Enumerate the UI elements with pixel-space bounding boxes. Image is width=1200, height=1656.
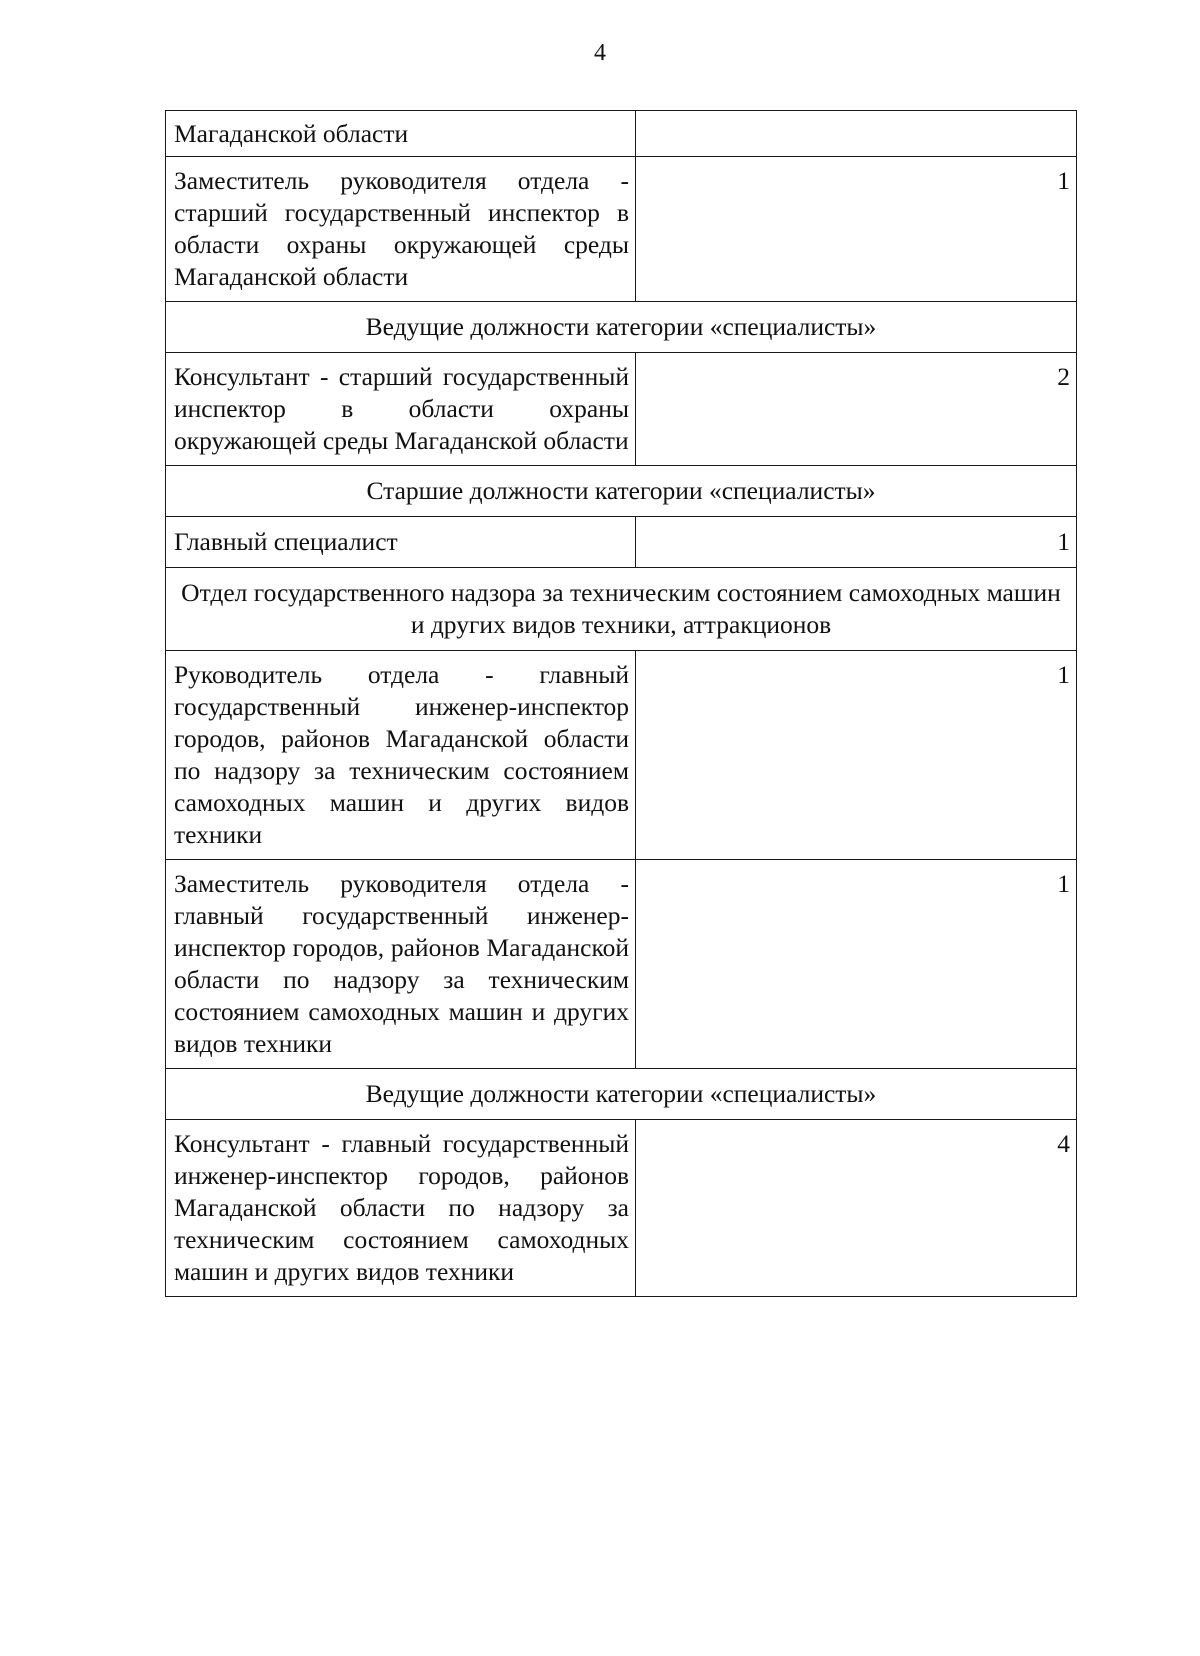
position-title: Консультант - старший государственный инспектор в области охраны окружающей среды Магаданской области [166, 353, 636, 466]
position-title: Заместитель руководителя отдела - старший государственный инспектор в области охраны окружающей среды Магаданской области [166, 157, 636, 302]
position-count: 4 [636, 1120, 1077, 1297]
table-row [166, 157, 1077, 302]
table-row [166, 1120, 1077, 1297]
position-title: Консультант - главный государственный инженер-инспектор городов, районов Магаданской области по надзору за техническим состоянием самоходных машин и других видов техники [166, 1120, 636, 1297]
position-title: Магаданской области [166, 111, 636, 157]
section-row [166, 1069, 1077, 1120]
section-heading: Ведущие должности категории «специалисты» [166, 1069, 1077, 1120]
table-row [166, 517, 1077, 568]
position-title: Главный специалист [166, 517, 636, 568]
position-count: 1 [636, 157, 1077, 302]
position-title: Заместитель руководителя отдела - главный государственный инженер-инспектор городов, районов Магаданской области по надзору за техническим состоянием самоходных машин и других видов техники [166, 860, 636, 1069]
page-number: 4 [594, 40, 606, 66]
position-count [636, 111, 1077, 157]
position-count: 1 [636, 860, 1077, 1069]
section-row [166, 568, 1077, 651]
position-title: Руководитель отдела - главный государственный инженер-инспектор городов, районов Магаданской области по надзору за техническим состоянием самоходных машин и других видов техники [166, 651, 636, 860]
position-count: 1 [636, 651, 1077, 860]
position-count: 2 [636, 353, 1077, 466]
section-row [166, 302, 1077, 353]
table-row [166, 651, 1077, 860]
table-row [166, 860, 1077, 1069]
table-row [166, 353, 1077, 466]
section-heading: Отдел государственного надзора за техническим состоянием самоходных машин и других видов техники, аттракционов [166, 568, 1077, 651]
section-heading: Ведущие должности категории «специалисты» [166, 302, 1077, 353]
section-row [166, 466, 1077, 517]
section-heading: Старшие должности категории «специалисты» [166, 466, 1077, 517]
table-row [166, 111, 1077, 157]
staff-table [165, 110, 1077, 1297]
position-count: 1 [636, 517, 1077, 568]
